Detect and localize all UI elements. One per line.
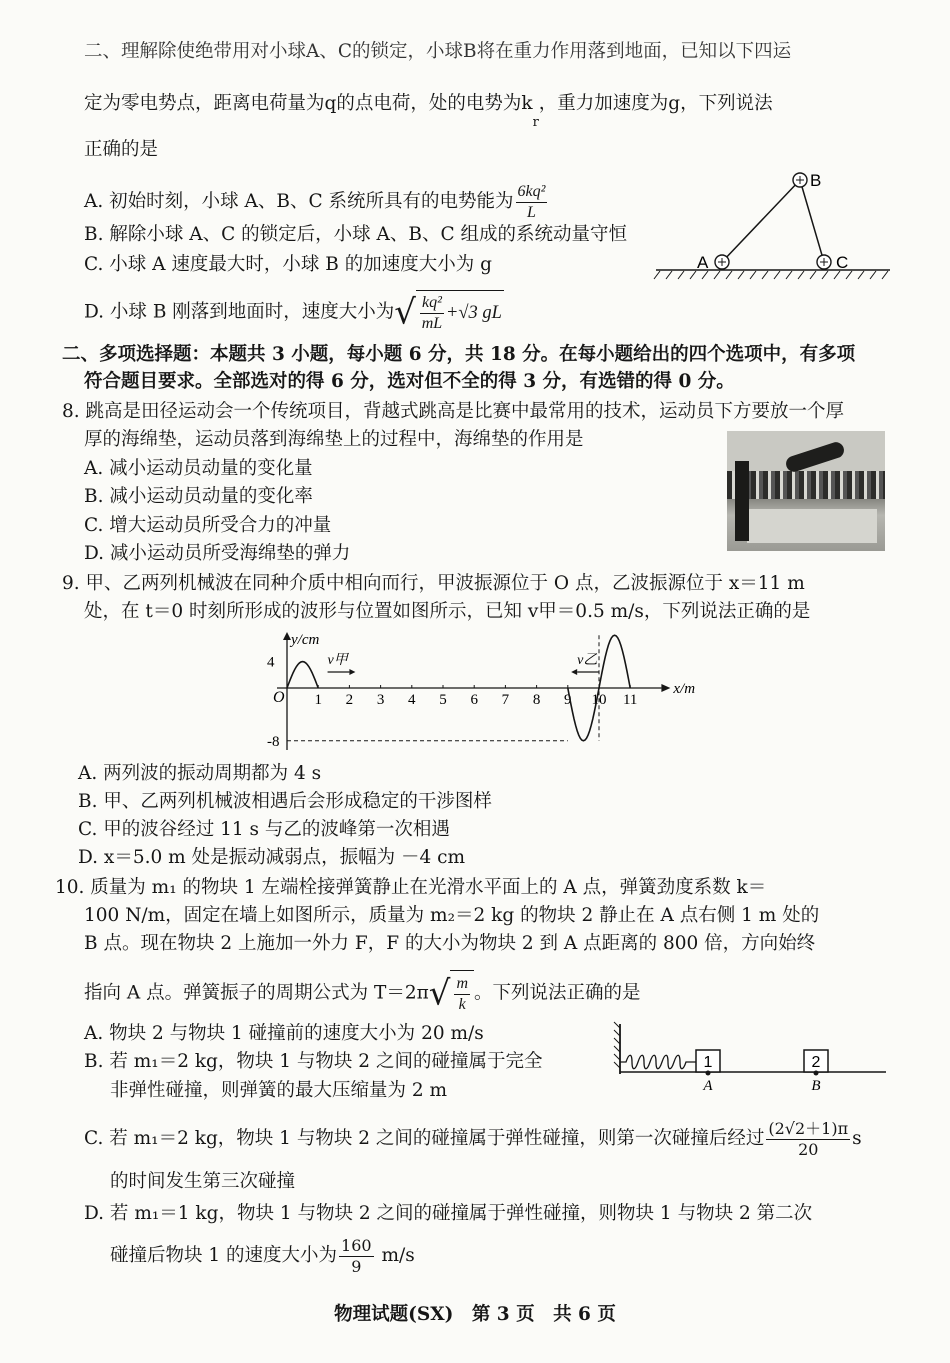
x-tick-label: 11 [622,692,638,708]
q8-option-c: C. 增大运动员所受合力的冲量 [84,515,332,536]
q9-option-b: B. 甲、乙两列机械波相遇后会形成稳定的干涉图样 [78,791,492,812]
q10-option-b-line1: B. 若 m₁＝2 kg，物块 1 与物块 2 之间的碰撞属于完全 [84,1051,543,1072]
cut-line-2-end: ，重力加速度为g，下列说法 [538,93,773,114]
point-b-label: B [811,1078,821,1094]
q7-option-a-text: A. 初始时刻，小球 A、B、C 系统所具有的电势能为 [84,191,514,212]
point-a-label: A [703,1078,713,1094]
y-tick-label: 4 [267,654,275,671]
block-2-label: 2 [811,1054,821,1071]
photo-crowd [727,471,885,499]
q8-stem-line2: 厚的海绵垫，运动员落到海绵垫上的过程中，海绵垫的作用是 [84,429,584,450]
sqrt-sign: √ [394,292,416,333]
q10-c-fraction [766,1119,850,1160]
page-footer: 物理试题(SX) 第 3 页 共 6 页 [334,1304,616,1325]
spring [620,1055,696,1069]
x-tick-label: 2 [345,692,354,708]
x-tick-label: 4 [408,692,416,708]
q10-stem-line4-post: 。下列说法正确的是 [474,982,641,1004]
q10-option-c-text: C. 若 m₁＝2 kg，物块 1 与物块 2 之间的碰撞属于弹性碰撞，则第一次碰撞后经过 [84,1128,765,1149]
x-tick-label: 7 [501,692,510,708]
q9-stem-line1: 9. 甲、乙两列机械波在同种介质中相向而行，甲波振源位于 O 点，乙波振源位于 x＝11 m [62,573,805,594]
q7-option-d [84,290,504,335]
section2-header-line2: 符合题目要求。全部选对的得 6 分，选对但不全的得 3 分，有选错的得 0 分。 [84,371,735,392]
x-axis-label: x/m [673,681,696,697]
q10-d-num: 160 [341,1235,372,1255]
q8-option-b: B. 减小运动员动量的变化率 [84,486,313,507]
q10-option-b-line2: 非弹性碰撞，则弹簧的最大压缩量为 2 m [110,1080,448,1101]
q10-option-a: A. 物块 2 与物块 1 碰撞前的速度大小为 20 m/s [84,1023,484,1044]
rod-ab [722,180,800,262]
label-a: A [697,253,709,272]
x-tick-label: 1 [314,692,322,708]
q7-d-num: kq² [420,293,444,314]
q7-d-radicand [416,290,504,335]
q7-a-num: 6kq² [516,182,548,203]
q10-c-num: (2√2＋1)π [768,1118,849,1138]
label-c: C [836,253,849,272]
v-jia-arrowhead [349,669,355,675]
x-tick-label: 6 [470,692,478,708]
x-tick-label: 3 [376,692,385,708]
cut-line-2-text: 定为零电势点，距离电荷量为q的点电荷，处的电势为k [84,93,533,114]
q9-option-a: A. 两列波的振动周期都为 4 s [78,763,322,784]
q10-option-d-line2 [110,1232,415,1280]
sqrt-sign: √ [428,973,451,1014]
q7-option-b: B. 解除小球 A、C 的锁定后，小球 A、B、C 组成的系统动量守恒 [84,224,628,245]
q8-stem-line1: 8. 跳高是田径运动会一个传统项目，背越式跳高是比赛中最常用的技术，运动员下方要放一个厚 [62,401,845,422]
photo-post [735,461,749,541]
q10-d-unit: m/s [381,1245,415,1266]
y-axis-label: y/cm [291,632,320,648]
point-b-dot [814,1071,819,1076]
q10-stem-line1: 10. 质量为 m₁ 的物块 1 左端栓接弹簧静止在光滑水平面上的 A 点，弹簧劲度系数 k＝ [55,877,767,898]
q7-option-a-fraction [516,182,548,223]
q10-d-fraction [339,1236,374,1277]
q8-option-d: D. 减小运动员所受海绵垫的弹力 [84,543,351,564]
v-jia-label: v甲 [327,653,348,668]
q10-c-den: 20 [798,1139,819,1159]
q10-stem-line3: B 点。现在物块 2 上施加一外力 F，F 的大小为物块 2 到 A 点距离的 800 倍，方向始终 [84,933,816,954]
q10-option-d-line1: D. 若 m₁＝1 kg，物块 1 与物块 2 之间的碰撞属于弹性碰撞，则物块 1 与物块 2 第二次 [84,1203,813,1224]
ball-a [715,255,729,269]
q10-c-unit: s [852,1128,862,1149]
q9-wave-graph [255,628,705,756]
q7-d-tail: +√3 gL [445,303,502,323]
q10-stem-line2: 100 N/m，固定在墙上如图所示，质量为 m₂＝2 kg 的物块 2 静止在 A 点右侧 1 m 处的 [84,905,820,926]
point-a-dot [706,1071,711,1076]
cut-line-2 [84,92,773,130]
q7-d-den: mL [421,314,443,332]
x-tick-label: 5 [439,692,447,708]
ball-c [817,255,831,269]
q10-option-c-line2: 的时间发生第三次碰撞 [110,1171,296,1192]
q7-d-fraction [420,293,444,334]
y-tick-label: -8 [267,733,280,750]
q9-stem-line2: 处，在 t＝0 时刻所形成的波形与位置如图所示，已知 v甲＝0.5 m/s，下列说法正确的是 [84,601,811,622]
label-b: B [810,171,822,190]
y-axis-arrow [283,632,291,640]
q10-period-fraction [454,974,470,1015]
origin-label: O [273,689,285,706]
x-tick-label: 8 [532,692,541,708]
q10-period-radicand [450,970,474,1017]
high-jump-photo [727,431,885,551]
q10-d-den: 9 [351,1256,362,1276]
q7-option-d-text: D. 小球 B 刚落到地面时，速度大小为 [84,301,395,323]
q7-stem-end: 正确的是 [84,139,159,160]
v-yi-label: v乙 [577,653,598,668]
section2-header-line1: 二、多项选择题：本题共 3 小题，每小题 6 分，共 18 分。在每小题给出的四个选项中，有多项 [62,344,856,365]
rod-bc [800,180,824,262]
q9-option-c: C. 甲的波谷经过 11 s 与乙的波峰第一次相遇 [78,819,450,840]
v-yi-arrowhead [571,669,577,675]
x-tick-label: 10 [591,692,607,708]
block-1-label: 1 [703,1054,713,1071]
q10-option-d-text: 碰撞后物块 1 的速度大小为 [110,1245,338,1266]
q9-option-d: D. x＝5.0 m 处是振动减弱点，振幅为 －4 cm [78,847,466,868]
q10-period-den: k [458,995,466,1013]
ball-b [793,173,807,187]
q8-option-a: A. 减小运动员动量的变化量 [84,458,313,479]
q10-period-num: m [454,974,470,995]
q10-stem-line4 [84,970,641,1017]
q7-option-a [84,180,549,224]
q7-a-den: L [527,203,536,221]
q10-option-c-line1 [84,1115,862,1163]
q7-triangle-figure [650,165,895,283]
cut-line-top: 二、理解除使绝带用对小球A、C的锁定，小球B将在重力作用落到地面，已知以下四运 [84,41,792,62]
q10-spring-figure [612,1020,892,1098]
wave-jia [287,662,318,688]
x-axis-arrow [661,684,670,692]
cut-line-2-r: r [532,114,539,130]
x-tick-label: 9 [564,692,572,708]
q10-stem-line4-text: 指向 A 点。弹簧振子的周期公式为 T＝2π [84,982,429,1004]
photo-mat [747,509,877,543]
q7-option-c: C. 小球 A 速度最大时，小球 B 的加速度大小为 g [84,254,492,275]
